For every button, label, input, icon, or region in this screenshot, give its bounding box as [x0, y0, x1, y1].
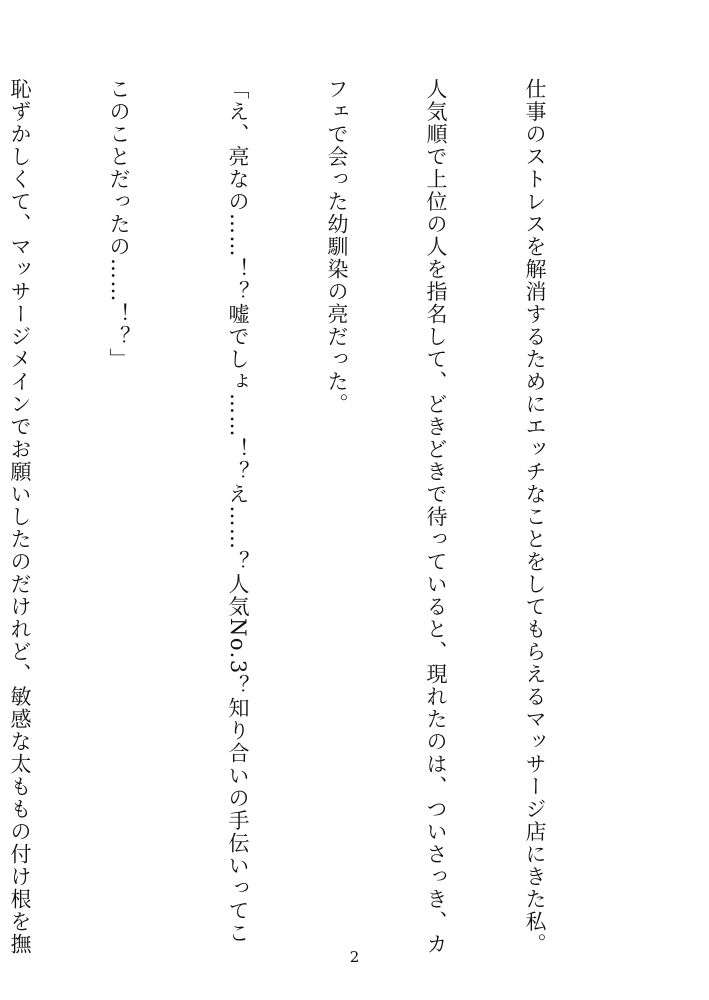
- text-line: 仕事のストレスを解消するためにエッチなことをしてもらえるマッサージ店にきた私。: [523, 78, 547, 956]
- page-number: 2: [349, 948, 360, 966]
- text-line: 人気順で上位の人を指名して、どきどきで待っていると、現れたのは、ついさっき、カ: [424, 78, 448, 956]
- vertical-text-body: [0, 78, 617, 956]
- text-line: 恥ずかしくて、マッサージメインでお願いしたのだけれど、敏感な太ももの付け根を撫: [8, 78, 32, 956]
- text-line: 「え、亮なの……！？嘘でしょ……！？え……？人気No.3？知り合いの手伝いってこ: [226, 78, 250, 945]
- text-line: フェで会った幼馴染の亮だった。: [325, 78, 349, 416]
- text-line: このことだったの……！？」: [107, 78, 131, 371]
